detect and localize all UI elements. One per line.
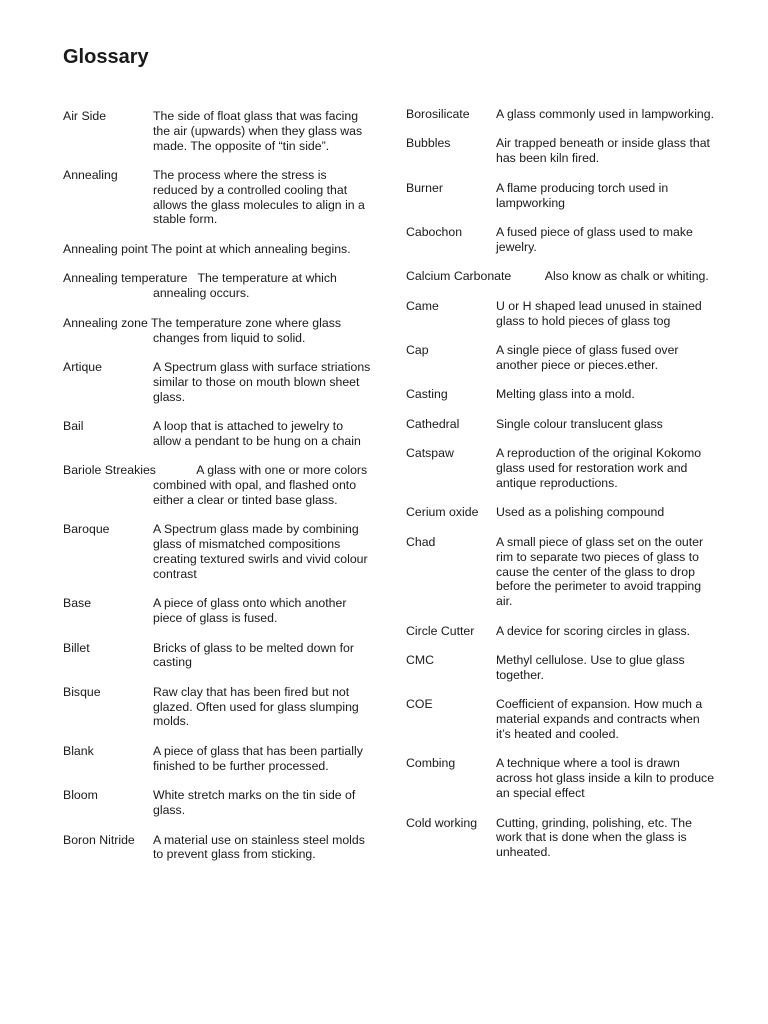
glossary-definition: A piece of glass onto which another piece of glass is fused. bbox=[153, 596, 347, 626]
glossary-term: Artique bbox=[63, 360, 102, 374]
glossary-entry bbox=[63, 419, 373, 449]
glossary-definition: A single piece of glass fused over another piece or pieces.ether. bbox=[496, 343, 679, 372]
glossary-term: COE bbox=[406, 697, 433, 712]
glossary-term: Bubbles bbox=[406, 136, 451, 151]
glossary-definition: Methyl cellulose. Use to glue glass together. bbox=[496, 653, 685, 682]
glossary-definition: Cutting, grinding, polishing, etc. The work that is done when the glass is unheated. bbox=[496, 815, 692, 860]
glossary-term: Bisque bbox=[63, 684, 101, 699]
glossary-definition: Melting glass into a mold. bbox=[496, 387, 635, 402]
glossary-column-right bbox=[406, 107, 716, 875]
glossary-definition: Used as a polishing compound bbox=[496, 505, 665, 520]
glossary-entry bbox=[406, 624, 716, 639]
glossary-entry bbox=[63, 788, 373, 818]
glossary-term: Annealing zone bbox=[63, 315, 148, 330]
glossary-definition: White stretch marks on the tin side of glass. bbox=[153, 788, 356, 818]
glossary-entry bbox=[406, 225, 716, 255]
glossary-term: Cerium oxide bbox=[406, 505, 479, 520]
glossary-term: Burner bbox=[406, 180, 443, 195]
glossary-entry bbox=[63, 641, 373, 671]
glossary-definition: A device for scoring circles in glass. bbox=[496, 623, 691, 638]
glossary-definition: Air trapped beneath or inside glass that has been kiln fired. bbox=[496, 136, 710, 166]
glossary-term: Blank bbox=[63, 743, 94, 758]
glossary-definition: A Spectrum glass made by combining glass of mismatched compositions creating textured swirls and vivid colour contrast bbox=[153, 522, 368, 581]
glossary-entry bbox=[406, 697, 716, 741]
glossary-term: Base bbox=[63, 596, 92, 611]
glossary-term: Cap bbox=[406, 343, 429, 358]
glossary-entry bbox=[63, 168, 373, 227]
glossary-term: Borosilicate bbox=[406, 107, 470, 121]
glossary-term: Cold working bbox=[406, 815, 478, 830]
glossary-entry bbox=[406, 535, 716, 609]
glossary-definition: A glass commonly used in lampworking. bbox=[496, 107, 715, 121]
glossary-term: Annealing temperature bbox=[63, 271, 188, 286]
glossary-entry bbox=[406, 505, 716, 520]
glossary-term: Came bbox=[406, 298, 439, 313]
glossary-term: CMC bbox=[406, 653, 435, 668]
glossary-entry bbox=[63, 463, 373, 507]
glossary-term: Billet bbox=[63, 640, 90, 655]
glossary-definition: The process where the stress is reduced by a controlled cooling that allows the glass molecules to align in a stable form. bbox=[153, 168, 365, 227]
glossary-definition: A small piece of glass set on the outer rim to separate two pieces of glass to cause the center of the glass to drop before the perimeter to avoid trapping air. bbox=[496, 534, 704, 609]
glossary-term: Baroque bbox=[63, 522, 110, 537]
glossary-column-left bbox=[63, 109, 373, 877]
glossary-definition: A material use on stainless steel molds to prevent glass from sticking. bbox=[153, 832, 365, 862]
glossary-entry bbox=[406, 756, 716, 800]
glossary-entry bbox=[406, 446, 716, 490]
glossary-definition: The side of float glass that was facing the air (upwards) when they glass was made. The opposite of “tin side”. bbox=[153, 109, 363, 153]
glossary-entry bbox=[406, 136, 716, 166]
glossary-entry bbox=[406, 269, 716, 284]
glossary-entry bbox=[63, 744, 373, 774]
glossary-entry bbox=[63, 271, 373, 301]
glossary-term: Cabochon bbox=[406, 225, 463, 240]
glossary-entry bbox=[63, 685, 373, 729]
glossary-entry bbox=[63, 596, 373, 626]
glossary-definition: The temperature at which annealing occurs. bbox=[153, 271, 341, 301]
glossary-entry bbox=[63, 242, 373, 257]
glossary-term: Casting bbox=[406, 387, 448, 402]
glossary-entry bbox=[406, 653, 716, 683]
glossary-entry bbox=[406, 181, 716, 211]
glossary-definition: The temperature zone where glass changes from liquid to solid. bbox=[147, 315, 342, 345]
glossary-entry bbox=[63, 316, 373, 346]
glossary-definition: A glass with one or more colors combined with opal, and flashed onto either a clear or tinted base glass. bbox=[153, 463, 371, 507]
glossary-entry bbox=[63, 109, 373, 153]
glossary-definition: A reproduction of the original Kokomo glass used for restoration work and antique reproductions. bbox=[496, 446, 702, 490]
glossary-entry bbox=[406, 107, 716, 122]
page-title: Glossary bbox=[63, 46, 149, 68]
glossary-definition: A flame producing torch used in lampworking bbox=[496, 180, 669, 210]
glossary-term: Cathedral bbox=[406, 416, 460, 431]
glossary-definition: Also know as chalk or whiting. bbox=[511, 269, 709, 284]
glossary-entry bbox=[406, 343, 716, 373]
glossary-entry bbox=[406, 387, 716, 402]
glossary-entry bbox=[63, 522, 373, 581]
glossary-entry bbox=[63, 833, 373, 863]
glossary-entry bbox=[406, 417, 716, 432]
glossary-term: Annealing point bbox=[63, 241, 148, 256]
glossary-entry bbox=[406, 816, 716, 860]
glossary-term: Boron Nitride bbox=[63, 832, 135, 847]
glossary-definition: Coefficient of expansion. How much a material expands and contracts when it’s heated and cooled. bbox=[496, 697, 703, 741]
glossary-term: Catspaw bbox=[406, 446, 454, 461]
glossary-definition: A fused piece of glass used to make jewelry. bbox=[496, 225, 693, 254]
glossary-term: Bail bbox=[63, 419, 84, 434]
glossary-definition: U or H shaped lead unused in stained glass to hold pieces of glass tog bbox=[496, 298, 702, 328]
glossary-term: Bloom bbox=[63, 788, 98, 803]
glossary-definition: A piece of glass that has been partially finished to be further processed. bbox=[153, 743, 363, 773]
glossary-definition: Single colour translucent glass bbox=[496, 416, 663, 431]
glossary-term: Circle Cutter bbox=[406, 623, 475, 638]
glossary-term: Chad bbox=[406, 534, 436, 549]
glossary-entry bbox=[406, 299, 716, 329]
glossary-definition: A technique where a tool is drawn across hot glass inside a kiln to produce an special effect bbox=[496, 756, 715, 801]
glossary-definition: Raw clay that has been fired but not glazed. Often used for glass slumping molds. bbox=[153, 684, 359, 729]
glossary-term: Combing bbox=[406, 756, 456, 771]
glossary-definition: A Spectrum glass with surface striations similar to those on mouth blown sheet glass. bbox=[153, 360, 371, 404]
glossary-entry bbox=[63, 360, 373, 404]
glossary-term: Annealing bbox=[63, 168, 118, 183]
glossary-term: Air Side bbox=[63, 109, 107, 123]
glossary-term: Calcium Carbonate bbox=[406, 269, 512, 284]
glossary-term: Bariole Streakies bbox=[63, 463, 156, 478]
glossary-definition: A loop that is attached to jewelry to allow a pendant to be hung on a chain bbox=[153, 419, 361, 448]
glossary-definition: The point at which annealing begins. bbox=[147, 241, 351, 256]
glossary-definition: Bricks of glass to be melted down for casting bbox=[153, 640, 354, 670]
